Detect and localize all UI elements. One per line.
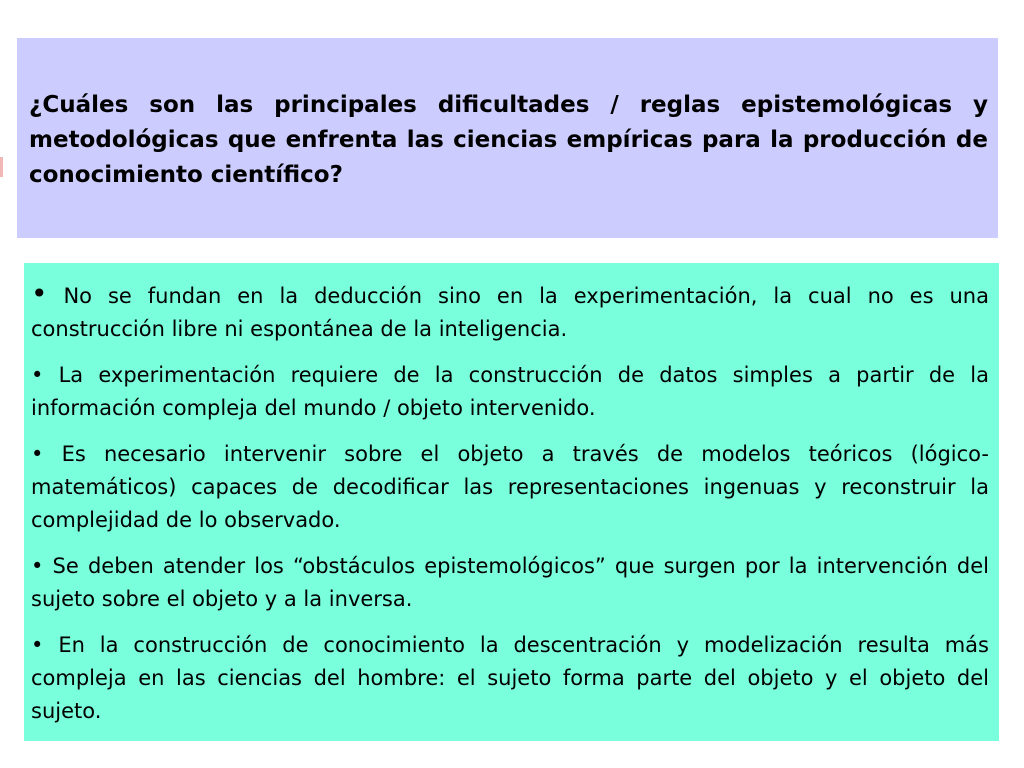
point-1	[31, 277, 989, 346]
bullet-icon: •	[31, 277, 48, 310]
point-text: No se fundan en la deducción sino en la experimentación, la cual no es una construcción libre ni espontánea de la inteligencia.	[31, 284, 989, 341]
accent-mark	[0, 157, 3, 177]
bullet-icon: •	[31, 633, 44, 657]
point-text: Es necesario intervenir sobre el objeto a través de modelos teóricos (lógico-matemáticos) capaces de decodificar las representaciones ingenuas y reconstruir la complejidad de lo observado.	[31, 442, 989, 532]
point-4	[31, 550, 989, 616]
bullet-icon: •	[31, 554, 44, 578]
question-text: ¿Cuáles son las principales dificultades / reglas epistemológicas y metodológicas que enfrenta las ciencias empíricas para la producción de conocimiento científico?	[29, 92, 988, 188]
point-2	[31, 359, 989, 425]
point-text: Se deben atender los “obstáculos epistemológicos” que surgen por la intervención del sujeto sobre el objeto y a la inversa.	[31, 554, 989, 611]
point-text: En la construcción de conocimiento la descentración y modelización resulta más compleja en las ciencias del hombre: el sujeto forma parte del objeto y el objeto del sujeto.	[31, 633, 989, 723]
question-box	[17, 38, 998, 238]
answer-box	[24, 263, 999, 741]
bullet-icon: •	[31, 442, 44, 466]
bullet-icon: •	[31, 363, 44, 387]
point-5	[31, 629, 989, 728]
point-3	[31, 438, 989, 537]
point-text: La experimentación requiere de la construcción de datos simples a partir de la información compleja del mundo / objeto intervenido.	[31, 363, 989, 420]
